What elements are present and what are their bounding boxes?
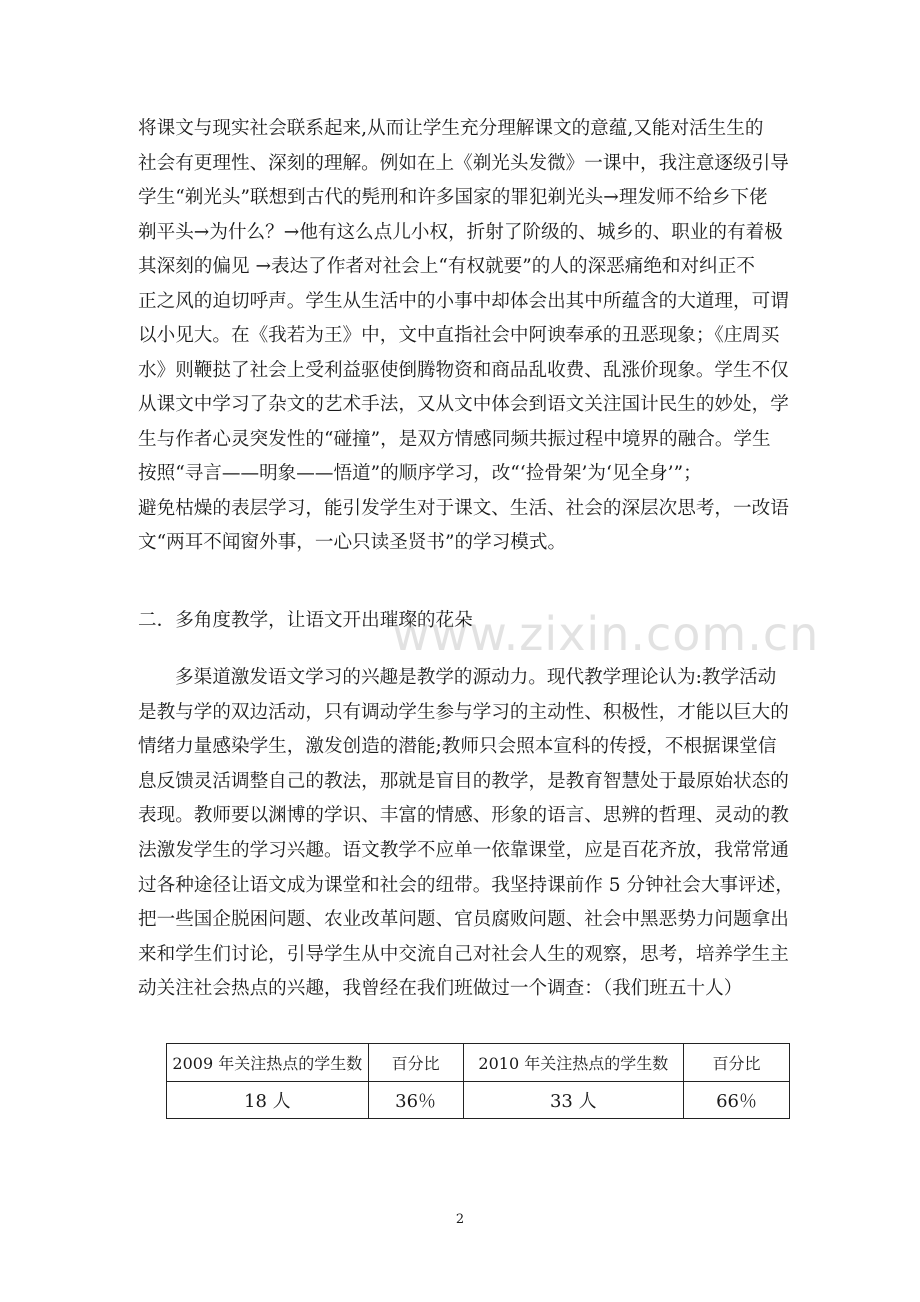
text-line: 按照“寻言——明象——悟道”的顺序学习，改“‘捡骨架’为‘见全身’”； — [138, 463, 702, 484]
table-header-cell: 2009 年关注热点的学生数 — [167, 1044, 369, 1082]
text-line: 以小见大。在《我若为王》中，文中直指社会中阿谀奉承的丑恶现象；《庄周买 — [138, 325, 780, 346]
text-line: 情绪力量感染学生，激发创造的潜能;教师只会照本宣科的传授，不根据课堂信 — [138, 736, 777, 758]
text-line: 水》则鞭挞了社会上受利益驱使倒腾物资和商品乱收费、乱涨价现象。学生不仅 — [138, 359, 789, 381]
text-line: 表现。教师要以渊博的学识、丰富的情感、形象的语言、思辨的哲理、灵动的教 — [138, 805, 789, 827]
text-line: 将课文与现实社会联系起来,从而让学生充分理解课文的意蕴,又能对活生生的 — [138, 118, 764, 139]
text-line: 多渠道激发语文学习的兴趣是教学的源动力。现代教学理论认为:教学活动 — [175, 667, 777, 688]
paragraph-2 — [138, 661, 800, 1007]
watermark: www.zixin.com.cn — [392, 607, 820, 661]
text-line: 是教与学的双边活动，只有调动学生参与学习的主动性、积极性，才能以巨大的 — [138, 701, 789, 723]
text-line: 文“两耳不闻窗外事，一心只读圣贤书”的学习模式。 — [138, 532, 567, 553]
table-cell: 66％ — [684, 1082, 790, 1119]
survey-table — [166, 1043, 790, 1119]
text-line: 动关注社会热点的兴趣，我曾经在我们班做过一个调查：（我们班五十人） — [138, 978, 743, 1000]
table-cell: 18 人 — [167, 1082, 369, 1119]
table-header-cell: 百分比 — [368, 1044, 463, 1082]
text-line: 其深刻的偏见 →表达了作者对社会上“有权就要”的人的深恶痛绝和对纠正不 — [138, 256, 755, 277]
text-line: 社会有更理性、深刻的理解。例如在上《剃光头发微》一课中，我注意逐级引导 — [138, 152, 789, 174]
table-cell: 36％ — [368, 1082, 463, 1119]
text-line: 过各种途径让语文成为课堂和社会的纽带。我坚持课前作 5 分钟社会大事评述， — [138, 874, 794, 896]
table-header-row — [167, 1044, 790, 1082]
text-line: 从课文中学习了杂文的艺术手法，又从文中体会到语文关注国计民生的妙处，学 — [138, 394, 789, 415]
table-header-cell: 百分比 — [684, 1044, 790, 1082]
table-row — [167, 1082, 790, 1119]
text-line: 法激发学生的学习兴趣。语文教学不应单一依靠课堂，应是百花齐放，我常常通 — [138, 839, 789, 861]
text-line: 息反馈灵活调整自己的教法，那就是盲目的教学，是教育智慧处于最原始状态的 — [138, 770, 789, 792]
paragraph-1 — [138, 112, 800, 561]
table-header-cell: 2010 年关注热点的学生数 — [463, 1044, 684, 1082]
section-heading — [138, 604, 800, 639]
text-line: 把一些国企脱困问题、农业改革问题、官员腐败问题、社会中黑恶势力问题拿出 — [138, 909, 789, 931]
text-line: 生与作者心灵突发性的“碰撞”，是双方情感同频共振过程中境界的融合。学生 — [138, 428, 771, 450]
text-line: 正之风的迫切呼声。学生从生活中的小事中却体会出其中所蕴含的大道理，可谓 — [138, 290, 789, 312]
page-number: 2 — [455, 1212, 465, 1227]
text-line: 避免枯燥的表层学习，能引发学生对于课文、生活、社会的深层次思考，一改语 — [138, 497, 789, 519]
heading-text: 二．多角度教学，让语文开出璀璨的花朵 — [138, 610, 473, 631]
text-line: 学生“剃光头”联想到古代的髡刑和许多国家的罪犯剃光头→理发师不给乡下佬 — [138, 187, 768, 208]
table-cell: 33 人 — [463, 1082, 684, 1119]
text-line: 剃平头→为什么？→他有这么点儿小权，折射了阶级的、城乡的、职业的有着极 — [138, 221, 783, 243]
text-line: 来和学生们讨论，引导学生从中交流自己对社会人生的观察，思考，培养学生主 — [138, 943, 789, 965]
